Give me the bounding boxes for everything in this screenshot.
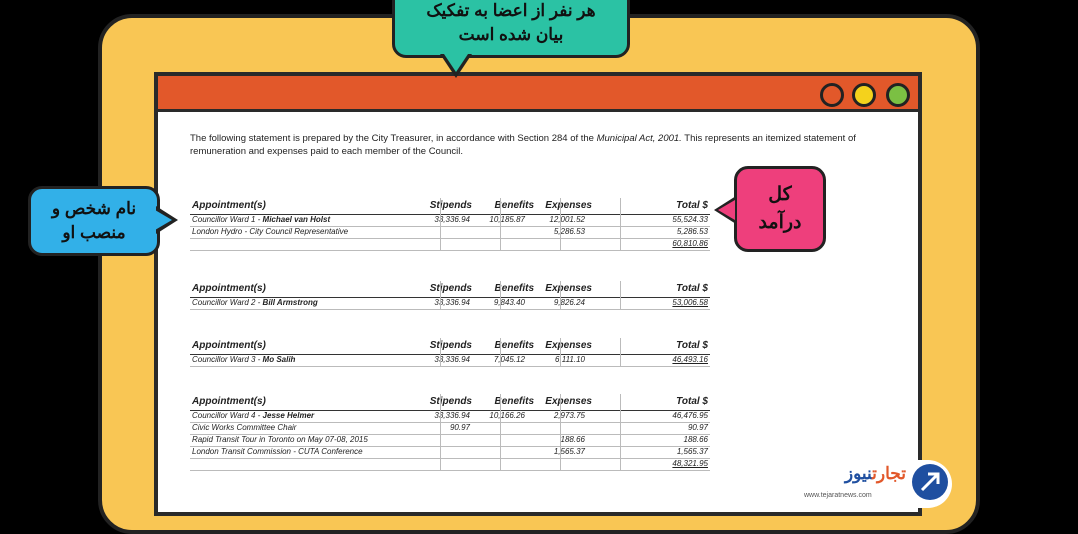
column-divider bbox=[560, 394, 561, 471]
cell-tot: 46,476.95 bbox=[672, 411, 708, 420]
callout-right bbox=[734, 166, 826, 252]
cell-sti: 33,336.94 bbox=[434, 411, 470, 420]
cell-tot: 90.97 bbox=[687, 423, 708, 432]
column-divider bbox=[620, 338, 621, 367]
member-name: Michael van Holst bbox=[262, 215, 331, 224]
table-header bbox=[190, 198, 710, 215]
logo-text-b: نیوز bbox=[844, 464, 873, 483]
table-row bbox=[190, 355, 710, 367]
cell-appointment bbox=[192, 411, 314, 420]
header-stipends: Stipends bbox=[429, 340, 472, 351]
window-titlebar bbox=[158, 76, 918, 112]
header-expenses: Expenses bbox=[545, 200, 592, 211]
cell-appointment bbox=[192, 435, 368, 444]
intro-part1: The following statement is prepared by the City Treasurer, in accordance with Section 284 of the bbox=[190, 133, 594, 144]
table-row bbox=[190, 447, 710, 459]
callout-top-line2: بیان شده است bbox=[458, 25, 564, 44]
remuneration-table bbox=[190, 281, 710, 310]
header-appointment: Appointment(s) bbox=[192, 200, 266, 211]
column-divider bbox=[620, 198, 621, 251]
member-name: Jesse Helmer bbox=[262, 411, 315, 420]
member-name: Bill Armstrong bbox=[262, 298, 318, 307]
appointment-text: Councillor Ward 3 - bbox=[192, 355, 263, 364]
cell-tot: 53,006.58 bbox=[672, 298, 708, 307]
column-divider bbox=[560, 198, 561, 251]
column-divider bbox=[440, 394, 441, 471]
header-expenses: Expenses bbox=[545, 396, 592, 407]
minimize-dot-icon[interactable] bbox=[852, 83, 876, 107]
header-stipends: Stipends bbox=[429, 200, 472, 211]
cell-tot: 55,524.33 bbox=[672, 215, 708, 224]
cell-exp: 6,111.10 bbox=[555, 355, 585, 364]
cell-tot: 46,493.16 bbox=[672, 355, 708, 364]
table-row bbox=[190, 239, 710, 251]
cell-ben: 9,843.40 bbox=[493, 298, 525, 307]
table-header bbox=[190, 338, 710, 355]
table-header bbox=[190, 281, 710, 298]
cell-exp: 2,973.75 bbox=[553, 411, 585, 420]
member-name: Mo Salih bbox=[262, 355, 296, 364]
callout-left bbox=[28, 186, 160, 256]
column-divider bbox=[440, 281, 441, 310]
cell-tot: 48,321.95 bbox=[672, 459, 708, 468]
appointment-text: London Hydro - City Council Representative bbox=[192, 227, 349, 236]
cell-ben: 7,045.12 bbox=[493, 355, 525, 364]
intro-act: Municipal Act, 2001. bbox=[596, 133, 682, 144]
cell-exp: 9,826.24 bbox=[553, 298, 585, 307]
header-total: Total $ bbox=[676, 340, 708, 351]
header-appointment: Appointment(s) bbox=[192, 396, 266, 407]
cell-sti: 90.97 bbox=[449, 423, 470, 432]
appointment-text: Rapid Transit Tour in Toronto on May 07-08, 2015 bbox=[192, 435, 368, 444]
column-divider bbox=[560, 338, 561, 367]
column-divider bbox=[500, 281, 501, 310]
callout-top-tail-fill bbox=[444, 54, 468, 72]
table-row bbox=[190, 298, 710, 310]
callout-left-line1: نام شخص و bbox=[51, 199, 137, 218]
logo-url: www.tejaratnews.com bbox=[804, 492, 872, 499]
cell-exp: 1,565.37 bbox=[553, 447, 585, 456]
table-row bbox=[190, 215, 710, 227]
column-divider bbox=[620, 394, 621, 471]
cell-appointment bbox=[192, 423, 296, 432]
column-divider bbox=[440, 338, 441, 367]
header-benefits: Benefits bbox=[494, 340, 534, 351]
header-expenses: Expenses bbox=[545, 283, 592, 294]
callout-right-line2: درآمد bbox=[758, 212, 802, 233]
appointment-text: Councillor Ward 1 - bbox=[192, 215, 263, 224]
cell-exp: 5,286.53 bbox=[553, 227, 585, 236]
callout-left-tail-fill bbox=[155, 210, 172, 230]
cell-appointment bbox=[192, 227, 348, 236]
column-divider bbox=[500, 394, 501, 471]
callout-right-line1: کل bbox=[768, 184, 792, 205]
header-stipends: Stipends bbox=[429, 396, 472, 407]
appointment-text: Civic Works Committee Chair bbox=[192, 423, 297, 432]
header-stipends: Stipends bbox=[429, 283, 472, 294]
column-divider bbox=[620, 281, 621, 310]
table-row bbox=[190, 435, 710, 447]
remuneration-table bbox=[190, 198, 710, 251]
cell-tot: 5,286.53 bbox=[676, 227, 708, 236]
intro-paragraph bbox=[190, 132, 890, 158]
cell-exp: 188.66 bbox=[560, 435, 585, 444]
logo-text-a: تجارت bbox=[872, 464, 906, 483]
cell-appointment bbox=[192, 215, 330, 224]
cell-ben: 10,185.87 bbox=[489, 215, 525, 224]
cell-appointment bbox=[192, 447, 363, 456]
header-expenses: Expenses bbox=[545, 340, 592, 351]
table-row bbox=[190, 411, 710, 423]
column-divider bbox=[560, 281, 561, 310]
cell-ben: 10,166.26 bbox=[489, 411, 525, 420]
callout-left-line2: منصب او bbox=[62, 223, 126, 242]
column-divider bbox=[440, 198, 441, 251]
callout-top bbox=[392, 0, 630, 58]
header-total: Total $ bbox=[676, 396, 708, 407]
cell-tot: 188.66 bbox=[683, 435, 708, 444]
cell-sti: 33,336.94 bbox=[434, 215, 470, 224]
header-total: Total $ bbox=[676, 200, 708, 211]
callout-right-tail-fill bbox=[718, 200, 735, 220]
header-benefits: Benefits bbox=[494, 396, 534, 407]
header-benefits: Benefits bbox=[494, 200, 534, 211]
header-benefits: Benefits bbox=[494, 283, 534, 294]
logo-arrow-icon bbox=[912, 464, 948, 500]
cell-sti: 33,336.94 bbox=[434, 355, 470, 364]
column-divider bbox=[500, 198, 501, 251]
cell-tot: 1,565.37 bbox=[676, 447, 708, 456]
table-row bbox=[190, 227, 710, 239]
cell-tot: 60,810.86 bbox=[672, 239, 708, 248]
table-row bbox=[190, 459, 710, 471]
maximize-dot-icon[interactable] bbox=[886, 83, 910, 107]
header-appointment: Appointment(s) bbox=[192, 283, 266, 294]
tejaratnews-logo[interactable] bbox=[794, 460, 952, 508]
remuneration-table bbox=[190, 338, 710, 367]
header-total: Total $ bbox=[676, 283, 708, 294]
header-appointment: Appointment(s) bbox=[192, 340, 266, 351]
intro-part2: This represents an itemized statement of remuneration and expenses paid to each member of the Council. bbox=[190, 133, 856, 157]
logo-text bbox=[845, 464, 906, 484]
close-dot-icon[interactable] bbox=[820, 83, 844, 107]
table-header bbox=[190, 394, 710, 411]
table-row bbox=[190, 423, 710, 435]
appointment-text: London Transit Commission - CUTA Conference bbox=[192, 447, 363, 456]
appointment-text: Councillor Ward 2 - bbox=[192, 298, 263, 307]
cell-sti: 33,336.94 bbox=[434, 298, 470, 307]
cell-appointment bbox=[192, 298, 318, 307]
cell-appointment bbox=[192, 355, 295, 364]
appointment-text: Councillor Ward 4 - bbox=[192, 411, 263, 420]
callout-top-line1: هر نفر از اعضا به تفکیک bbox=[426, 1, 596, 20]
remuneration-table bbox=[190, 394, 710, 471]
column-divider bbox=[500, 338, 501, 367]
document-window bbox=[154, 72, 922, 516]
cell-exp: 12,001.52 bbox=[549, 215, 585, 224]
